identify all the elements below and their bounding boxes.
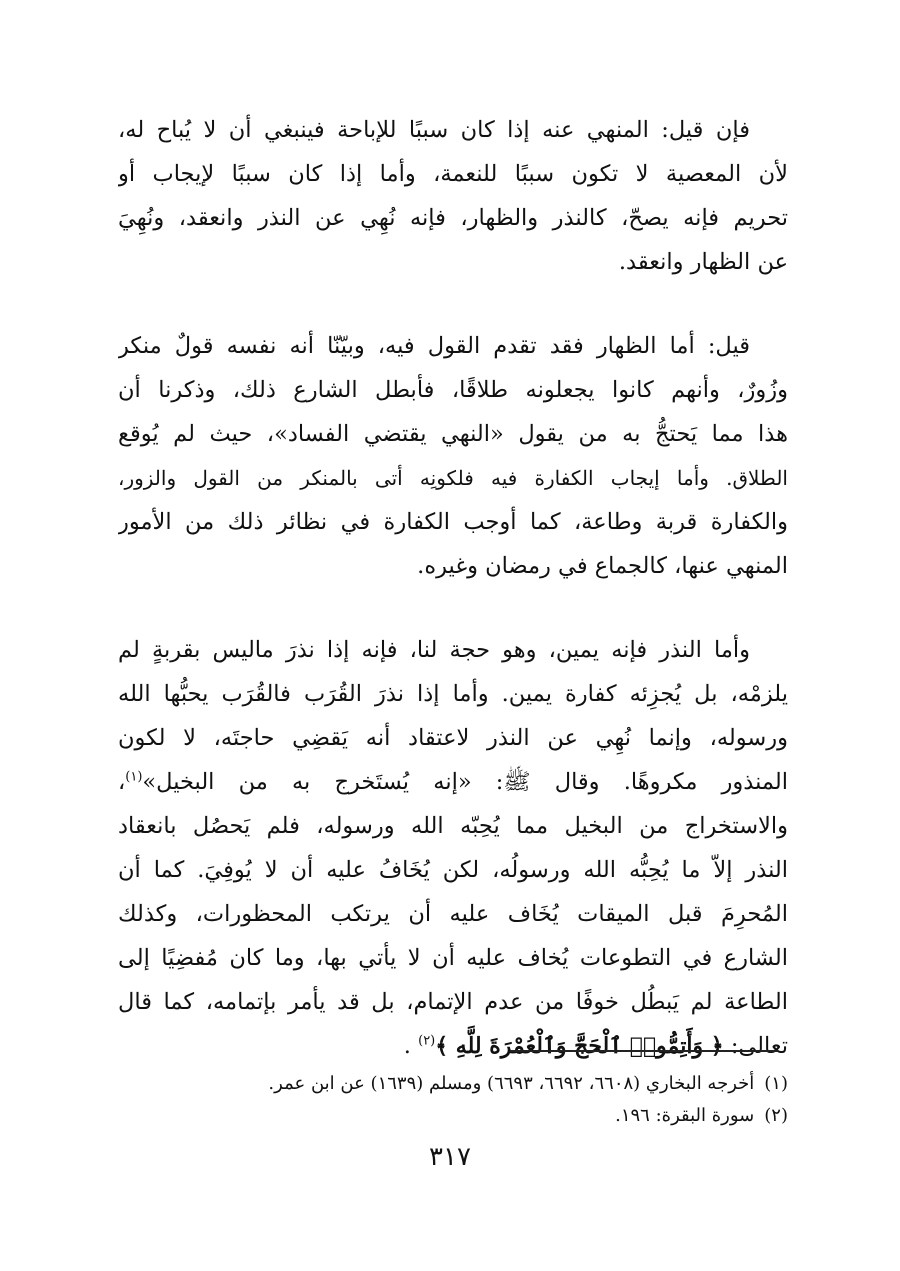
footnote-1 — [118, 1068, 788, 1100]
text-line: تحريم فإنه يصحّ، كالنذر والظهار، فإنه نُهِي عن النذر وانعقد، ونُهِيَ — [118, 205, 788, 231]
text-line: لأن المعصية لا تكون سببًا للنعمة، وأما إذا كان سببًا لإيجاب أو — [118, 161, 788, 187]
text-line: قيل: أما الظهار فقد تقدم القول فيه، وبيّنّا أنه نفسه قولٌ منكر — [118, 333, 750, 359]
text-line: ورسوله، وإنما نُهِي عن النذر لاعتقاد أنه يَقضِي حاجتَه، لا لكون — [118, 725, 788, 751]
text-line: فإن قيل: المنهي عنه إذا كان سببًا للإباحة فينبغي أن لا يُباح له، — [118, 117, 750, 143]
text-line: الطاعة لم يَبطُل خوفًا من عدم الإتمام، بل قد يأمر بإتمامه، كما قال — [118, 989, 788, 1015]
footnote-ref-2: (٢) — [418, 1033, 436, 1049]
text-line: يلزمْه، بل يُجزِئه كفارة يمين. وأما إذا نذرَ القُرَب فالقُرَب يحبُّها الله — [118, 681, 788, 707]
footnotes — [118, 1068, 788, 1132]
page-number: ٣١٧ — [429, 1142, 471, 1172]
text-line: المنهي عنها، كالجماع في رمضان وغيره. — [417, 553, 788, 579]
paragraph-3 — [118, 628, 788, 1068]
footnote-ref-1: (١) — [125, 769, 143, 785]
line-text: المنذور مكروهًا. وقال ﷺ: «إنه يُستَخرج به من البخيل» — [142, 769, 788, 795]
main-text — [118, 108, 788, 1108]
text-line: النذر إلاّ ما يُحِبُّه الله ورسولُه، لكن يُخَافُ عليه أن لا يُوفِيَ. كما أن — [118, 857, 788, 883]
quran-verse: ﴿ وَأَتِمُّوا۟ ٱلْحَجَّ وَٱلْعُمْرَةَ لِلَّهِ ﴾ — [435, 1033, 724, 1059]
footnote-divider — [510, 1050, 778, 1052]
end-mark: . — [403, 1033, 411, 1059]
text-line: وأما النذر فإنه يمين، وهو حجة لنا، فإنه إذا نذرَ ماليس بقربةٍ لم — [118, 637, 750, 663]
text-line: الطلاق. وأما إيجاب الكفارة فيه فلكونِه أتى بالمنكر من القول والزور، — [118, 466, 788, 490]
footnote-number: (١) — [764, 1073, 788, 1094]
text-line: المُحرِمَ قبل الميقات يُخَاف عليه أن يرتكب المحظورات، وكذلك — [118, 901, 788, 927]
text-line: الشارع في التطوعات يُخاف عليه أن لا يأتي بها، وما كان مُفضِيًا إلى — [118, 945, 788, 971]
paragraph-2 — [118, 324, 788, 588]
paragraph-1 — [118, 108, 788, 284]
footnote-text: أخرجه البخاري (٦٦٠٨، ٦٦٩٢، ٦٦٩٣) ومسلم (١٦٣٩) عن ابن عمر. — [268, 1073, 755, 1094]
line-tail: ، — [118, 769, 126, 795]
text-line: والاستخراج من البخيل مما يُحِبّه الله ورسوله، فلم يَحصُل بانعقاد — [118, 813, 788, 839]
text-line: والكفارة قربة وطاعة، كما أوجب الكفارة في نظائر ذلك من الأمور — [118, 509, 788, 535]
text-line: وزُورٌ، وأنهم كانوا يجعلونه طلاقًا، فأبطل الشارع ذلك، وذكرنا أن — [118, 377, 788, 403]
footnote-number: (٢) — [764, 1105, 788, 1126]
text-line: عن الظهار وانعقد. — [618, 249, 788, 275]
text-line-with-verse — [118, 1024, 788, 1068]
text-line-with-footnote — [118, 760, 788, 804]
footnote-text: سورة البقرة: ١٩٦. — [615, 1105, 755, 1126]
line-text: تعالى: — [730, 1033, 788, 1059]
text-line: هذا مما يَحتجُّ به من يقول «النهي يقتضي الفساد»، حيث لم يُوقع — [118, 421, 788, 447]
footnote-2 — [118, 1100, 788, 1132]
